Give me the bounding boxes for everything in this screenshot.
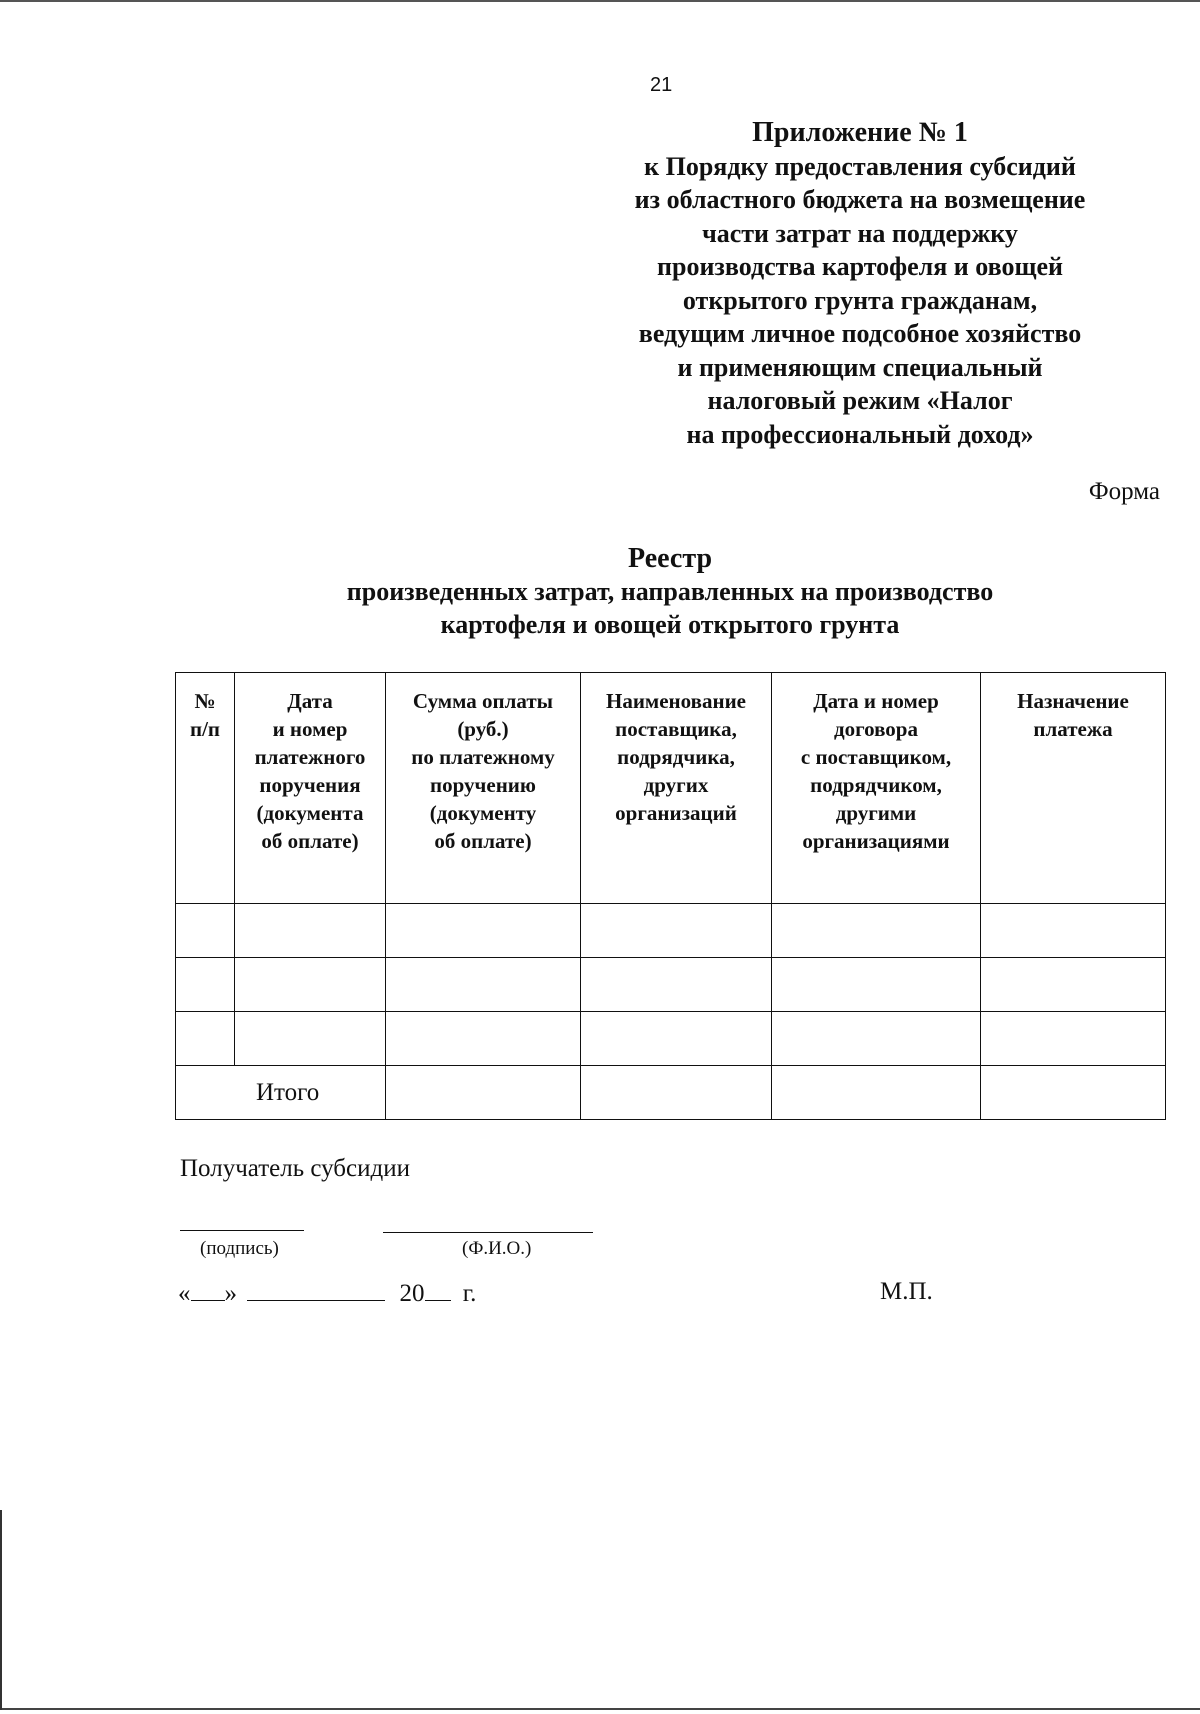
table-cell xyxy=(235,904,386,958)
scan-border-left xyxy=(0,1510,2,1710)
annex-line: налоговый режим «Налог xyxy=(707,386,1013,415)
table-cell xyxy=(981,1066,1166,1120)
recipient-label: Получатель субсидии xyxy=(180,1155,410,1182)
header-text: об оплате) xyxy=(434,829,532,853)
header-text: Сумма оплаты xyxy=(412,689,554,713)
table-cell xyxy=(386,904,581,958)
year-blank xyxy=(425,1278,451,1301)
month-blank xyxy=(247,1278,385,1301)
header-text: другими xyxy=(835,801,917,825)
form-label: Форма xyxy=(1088,478,1160,505)
table-cell xyxy=(581,958,772,1012)
day-blank xyxy=(191,1278,225,1301)
annex-line: к Порядку предоставления субсидий xyxy=(644,151,1076,181)
column-header-purpose xyxy=(981,673,1166,904)
header-text: (документу xyxy=(429,801,537,825)
table-cell xyxy=(235,1012,386,1066)
header-text: поручения xyxy=(259,773,361,797)
table-cell xyxy=(981,958,1166,1012)
table-cell xyxy=(386,958,581,1012)
column-header-payment-order xyxy=(235,673,386,904)
annex-line: открытого грунта гражданам, xyxy=(682,285,1038,315)
header-text: организаций xyxy=(615,801,737,825)
header-text: Дата и номер xyxy=(813,689,939,713)
annex-line: на профессиональный доход» xyxy=(686,419,1034,449)
annex-title: Приложение № 1 xyxy=(752,117,968,148)
table-cell xyxy=(581,1012,772,1066)
table-cell xyxy=(981,1012,1166,1066)
table-cell xyxy=(581,1066,772,1120)
annex-line: из областного бюджета на возмещение xyxy=(634,185,1086,214)
scan-border-top xyxy=(0,0,1200,2)
table-cell xyxy=(176,1012,235,1066)
date-close-quote: » xyxy=(224,1280,237,1307)
date-line xyxy=(178,1278,476,1308)
annex-line: части затрат на поддержку xyxy=(702,218,1018,248)
table-cell xyxy=(772,958,981,1012)
header-text: подрядчиком, xyxy=(810,773,942,797)
table-cell xyxy=(772,904,981,958)
total-label: Итого xyxy=(176,1066,386,1120)
table-cell xyxy=(386,1066,581,1120)
table-row xyxy=(176,958,1166,1012)
registry-subtitle-line: произведенных затрат, направленных на производство xyxy=(346,577,994,606)
column-header-number xyxy=(176,673,235,904)
table-cell xyxy=(176,958,235,1012)
registry-table xyxy=(175,672,1166,1120)
header-text: с поставщиком, xyxy=(800,745,952,769)
registry-subtitle-line: картофеля и овощей открытого грунта xyxy=(440,610,900,639)
column-header-amount xyxy=(386,673,581,904)
header-text: Назначение xyxy=(1017,689,1129,713)
annex-header xyxy=(600,116,1120,451)
header-text: п/п xyxy=(189,717,221,741)
header-text: по платежному xyxy=(411,745,555,769)
header-text: организациями xyxy=(802,829,950,853)
header-text: поручению xyxy=(430,773,536,797)
annex-line: производства картофеля и овощей xyxy=(657,252,1063,281)
table-row xyxy=(176,1012,1166,1066)
header-text: подрядчика, xyxy=(617,745,735,769)
registry-heading xyxy=(230,542,1110,641)
signature-line xyxy=(180,1230,304,1231)
header-text: договора xyxy=(834,717,918,741)
total-row xyxy=(176,1066,1166,1120)
header-text: (руб.) xyxy=(457,717,509,741)
column-header-supplier xyxy=(581,673,772,904)
header-text: Наименование xyxy=(606,689,746,713)
table-cell xyxy=(386,1012,581,1066)
table-row xyxy=(176,904,1166,958)
table-cell xyxy=(772,1012,981,1066)
header-text: других xyxy=(643,773,709,797)
header-text: Дата xyxy=(287,689,333,713)
stamp-label: М.П. xyxy=(880,1278,933,1305)
date-open-quote: « xyxy=(178,1280,191,1307)
header-text: платежного xyxy=(254,745,366,769)
scan-border-bottom xyxy=(0,1708,1200,1710)
table-cell xyxy=(772,1066,981,1120)
header-text: об оплате) xyxy=(261,829,359,853)
name-line xyxy=(383,1232,593,1233)
header-text: (документа xyxy=(256,801,364,825)
year-prefix: 20 xyxy=(399,1280,425,1307)
header-text: и номер xyxy=(272,717,348,741)
header-text: поставщика, xyxy=(615,717,737,741)
annex-line: ведущим личное подсобное хозяйство xyxy=(638,319,1082,348)
name-caption: (Ф.И.О.) xyxy=(462,1238,532,1259)
header-text: платежа xyxy=(1033,717,1113,741)
annex-line: и применяющим специальный xyxy=(677,352,1043,382)
signature-caption: (подпись) xyxy=(200,1238,279,1259)
table-cell xyxy=(235,958,386,1012)
table-cell xyxy=(176,904,235,958)
table-cell xyxy=(581,904,772,958)
table-cell xyxy=(981,904,1166,958)
header-text: № xyxy=(194,689,216,713)
year-suffix: г. xyxy=(462,1280,477,1307)
registry-title: Реестр xyxy=(627,543,713,574)
page-number: 21 xyxy=(650,74,673,96)
table-header-row xyxy=(176,673,1166,904)
column-header-contract xyxy=(772,673,981,904)
